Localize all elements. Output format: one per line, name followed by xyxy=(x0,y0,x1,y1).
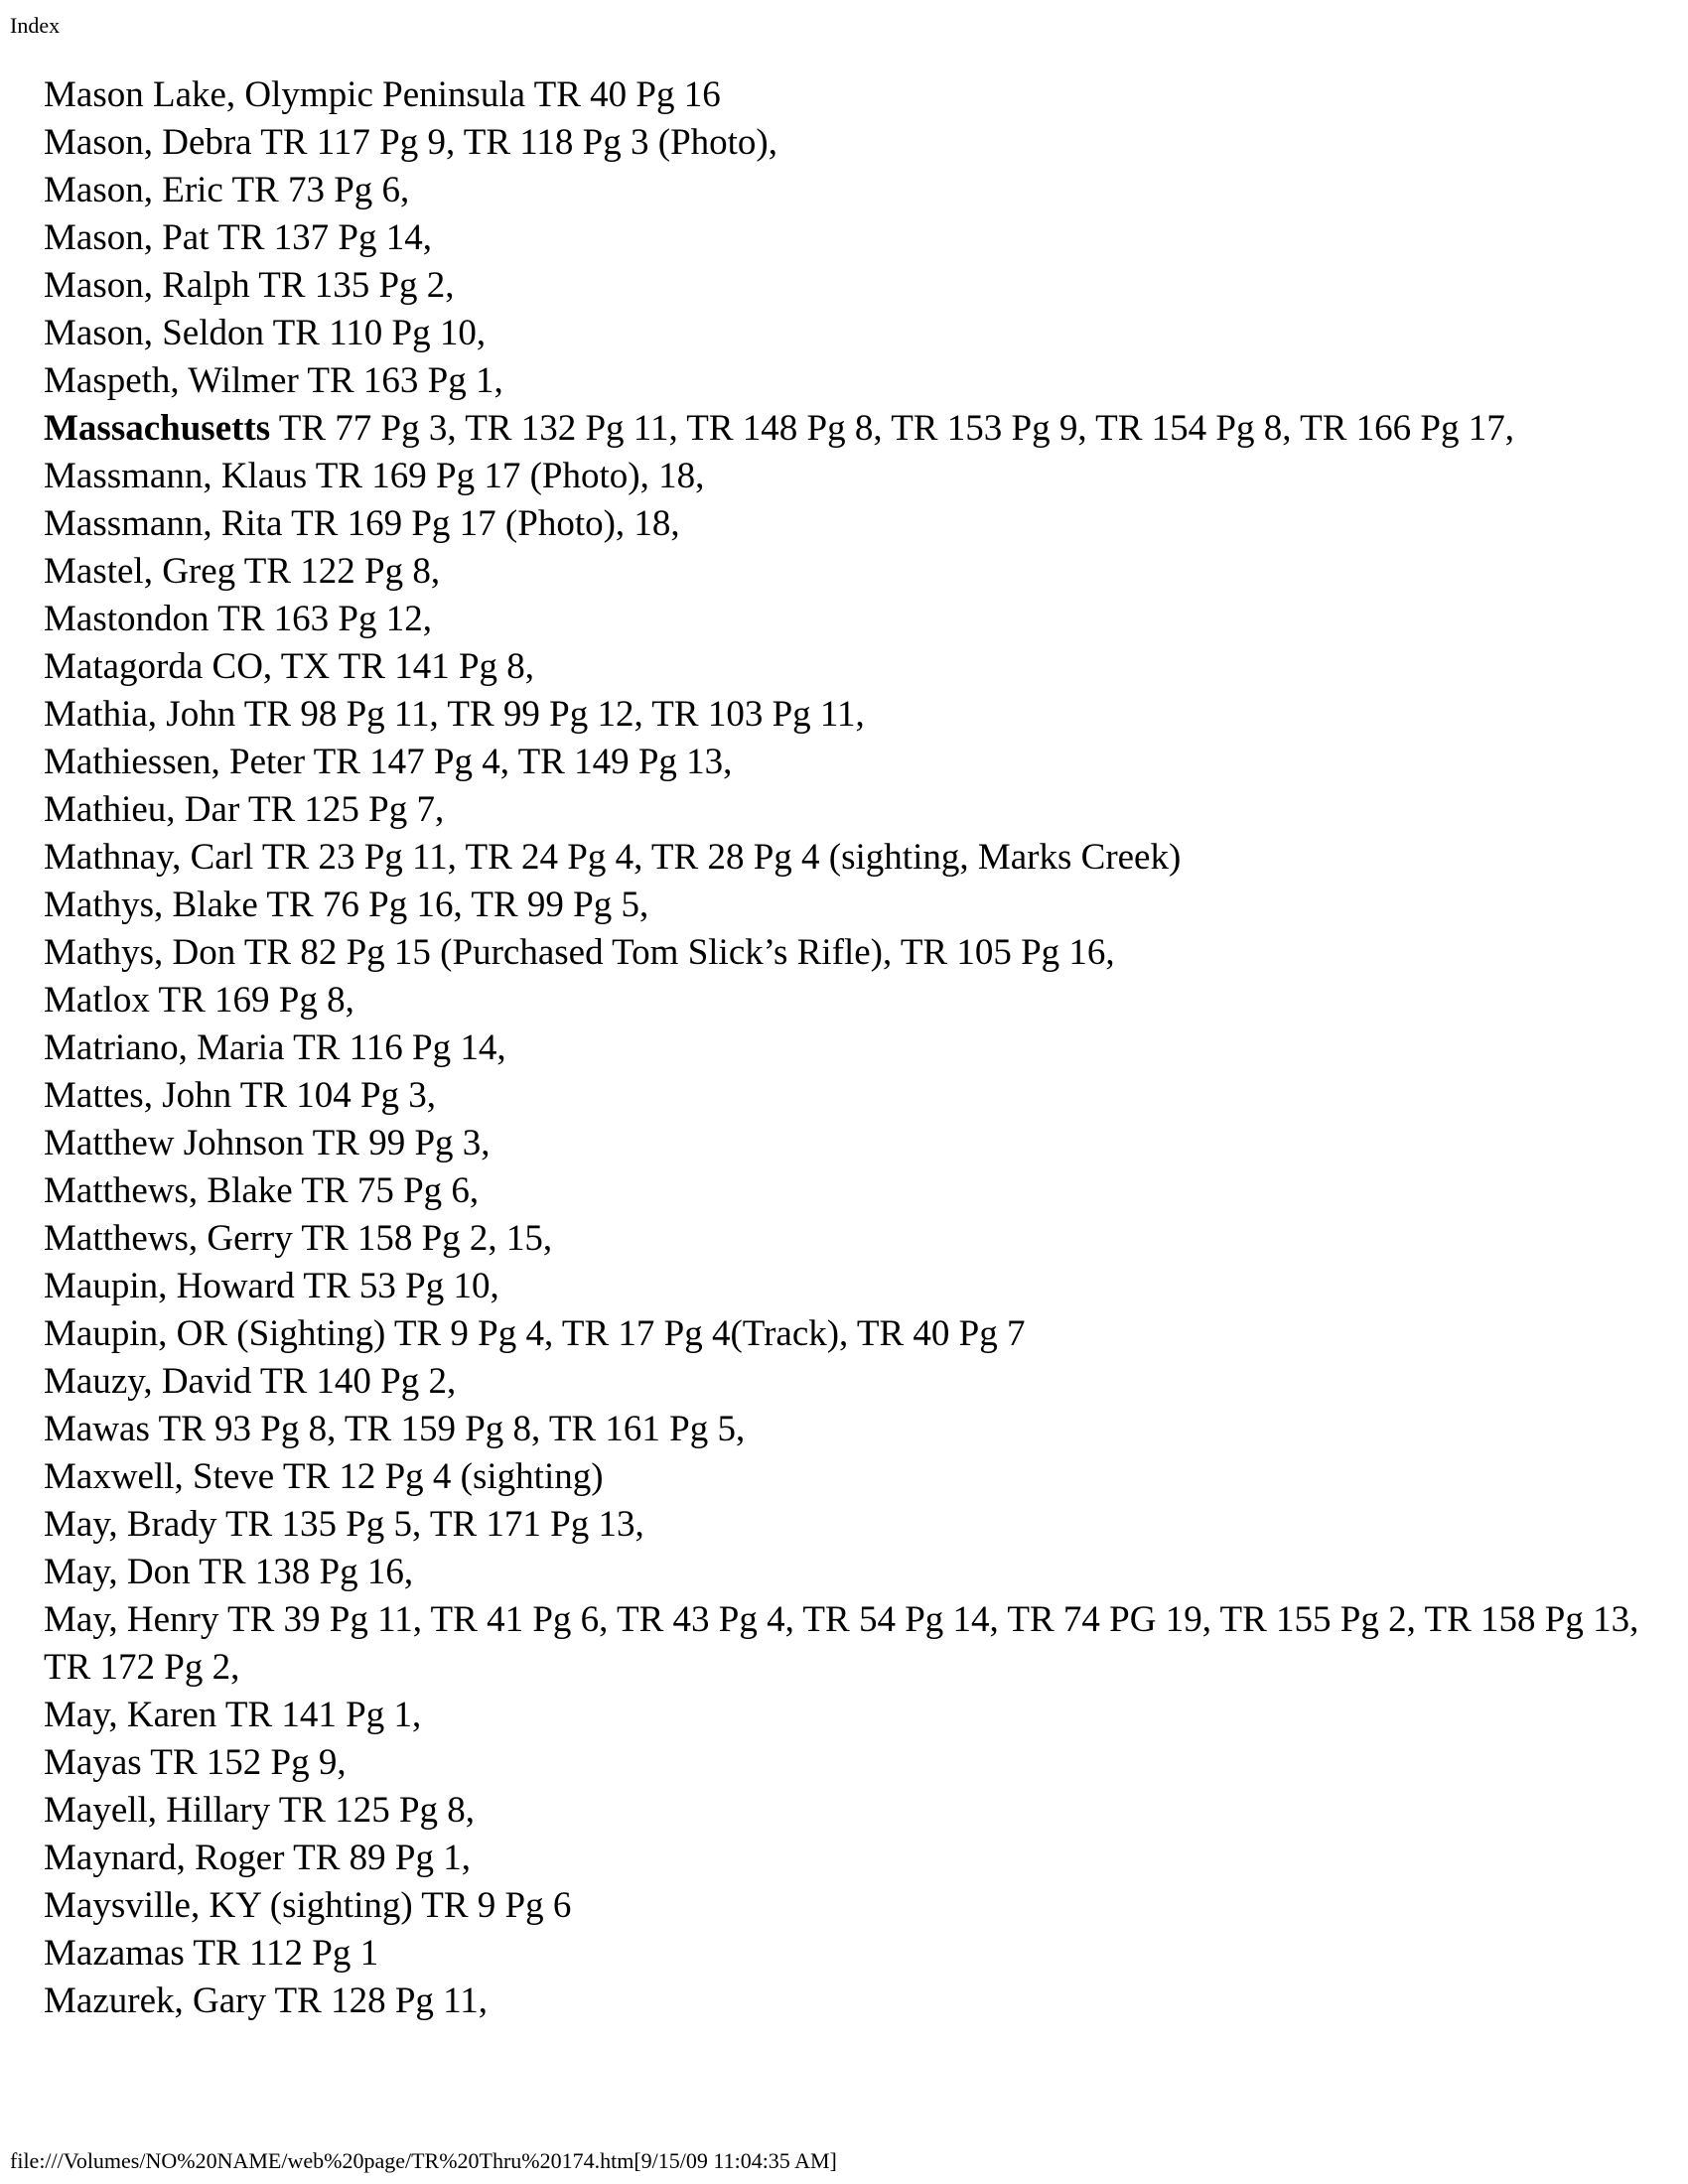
index-entry-term: Matagorda CO, TX xyxy=(44,646,331,687)
index-entry xyxy=(44,1120,1642,1167)
index-entry xyxy=(44,834,1642,882)
page-footer-path: file:///Volumes/NO%20NAME/web%20page/TR%20Thru%20174.htm[9/15/09 11:04:35 AM] xyxy=(10,2148,837,2173)
index-entry xyxy=(44,119,1642,167)
index-entry xyxy=(44,310,1642,357)
index-entry-term: Mayas xyxy=(44,1742,142,1783)
index-entry xyxy=(44,500,1642,548)
index-entry xyxy=(44,929,1642,977)
index-entry-refs: TR 53 Pg 10, xyxy=(303,1266,499,1306)
index-entry-refs: TR 73 Pg 6, xyxy=(231,170,410,210)
index-entry-term: Maupin, Howard xyxy=(44,1266,295,1306)
index-entry-refs: TR 147 Pg 4, TR 149 Pg 13, xyxy=(313,742,733,782)
index-entry-term: Mayell, Hillary xyxy=(44,1790,271,1831)
index-entry-refs: TR 93 Pg 8, TR 159 Pg 8, TR 161 Pg 5, xyxy=(158,1409,746,1449)
index-entry-term: Matriano, Maria xyxy=(44,1027,285,1068)
index-entry-refs: TR 98 Pg 11, TR 99 Pg 12, TR 103 Pg 11, xyxy=(243,694,865,735)
index-entry-term: Mason, Seldon xyxy=(44,313,264,353)
index-entry xyxy=(44,262,1642,310)
index-entry xyxy=(44,214,1642,262)
index-entry-refs: TR 75 Pg 6, xyxy=(301,1170,480,1211)
index-entry xyxy=(44,71,1642,119)
index-entry-refs: TR 163 Pg 1, xyxy=(307,360,503,401)
index-entry-term: Mauzy, David xyxy=(44,1361,252,1402)
index-entry xyxy=(44,1882,1642,1930)
index-entry xyxy=(44,453,1642,500)
index-entry-refs: TR 9 Pg 4, TR 17 Pg 4(Track), TR 40 Pg 7 xyxy=(393,1313,1026,1354)
index-entry-refs: TR 76 Pg 16, TR 99 Pg 5, xyxy=(266,885,649,925)
index-entry-refs: TR 158 Pg 2, 15, xyxy=(301,1218,553,1259)
index-entry-refs: TR 40 Pg 16 xyxy=(533,74,721,115)
index-entry-refs: TR 122 Pg 8, xyxy=(243,551,441,592)
index-entry xyxy=(44,1692,1642,1739)
index-entry-term: Massmann, Klaus xyxy=(44,456,308,496)
index-entry-term: Mason Lake, Olympic Peninsula xyxy=(44,74,526,115)
index-entry-term: Mathnay, Carl xyxy=(44,837,254,878)
index-entry-refs: TR 135 Pg 5, TR 171 Pg 13, xyxy=(224,1504,644,1545)
index-entry-term: Mathiessen, Peter xyxy=(44,742,306,782)
index-entry-term: Matlox xyxy=(44,980,150,1021)
index-entry-term: May, Don xyxy=(44,1552,191,1592)
index-entry xyxy=(44,1978,1642,2025)
index-entry xyxy=(44,1310,1642,1358)
index-entry-term: May, Brady xyxy=(44,1504,217,1545)
index-entry-term: Mastel, Greg xyxy=(44,551,236,592)
index-entry-refs: TR 23 Pg 11, TR 24 Pg 4, TR 28 Pg 4 (sighting, Marks Creek) xyxy=(261,837,1182,878)
index-entry-refs: TR 125 Pg 7, xyxy=(247,789,445,830)
index-entry xyxy=(44,357,1642,405)
index-entry-refs: TR 138 Pg 16, xyxy=(199,1552,414,1592)
index-entry xyxy=(44,1549,1642,1596)
index-entry-term: Massmann, Rita xyxy=(44,503,283,544)
index-entry xyxy=(44,643,1642,691)
index-entry-term: Maxwell, Steve xyxy=(44,1456,275,1497)
index-entry-term: Mazurek, Gary xyxy=(44,1980,266,2021)
index-entry xyxy=(44,1596,1642,1692)
index-entry-term: Maspeth, Wilmer xyxy=(44,360,299,401)
index-entry xyxy=(44,739,1642,786)
index-entry xyxy=(44,1930,1642,1978)
index-entry-refs: TR 141 Pg 1, xyxy=(224,1695,422,1735)
index-entry-term: Mason, Pat xyxy=(44,217,210,258)
index-entry-refs: TR 110 Pg 10, xyxy=(272,313,487,353)
index-entry xyxy=(44,405,1642,453)
index-entry-term: Mathys, Don xyxy=(44,932,236,973)
index-entry xyxy=(44,596,1642,643)
index-entry xyxy=(44,1835,1642,1882)
index-entry-refs: TR 140 Pg 2, xyxy=(259,1361,457,1402)
index-entry-term: Mazamas xyxy=(44,1933,185,1974)
index-entry-refs: TR 112 Pg 1 xyxy=(193,1933,379,1974)
index-entry-term: Mathia, John xyxy=(44,694,236,735)
index-entry-term: Maynard, Roger xyxy=(44,1838,285,1878)
index-entry-refs: TR 99 Pg 3, xyxy=(312,1123,491,1163)
index-entry-refs: TR 9 Pg 6 xyxy=(421,1885,572,1926)
index-entry-refs: TR 82 Pg 15 (Purchased Tom Slick’s Rifle), TR 105 Pg 16, xyxy=(243,932,1115,973)
index-entry-term: May, Karen xyxy=(44,1695,217,1735)
index-entry-refs: TR 163 Pg 12, xyxy=(217,599,432,639)
index-entry-refs: TR 117 Pg 9, TR 118 Pg 3 (Photo), xyxy=(260,122,778,163)
index-entry-term: Matthews, Gerry xyxy=(44,1218,293,1259)
index-entry-refs: TR 135 Pg 2, xyxy=(258,265,455,306)
index-entry-term: Mathieu, Dar xyxy=(44,789,240,830)
index-entry-term: Maysville, KY (sighting) xyxy=(44,1885,413,1926)
index-entry-refs: TR 128 Pg 11, xyxy=(274,1980,489,2021)
index-entry xyxy=(44,1072,1642,1120)
index-entry-refs: TR 39 Pg 11, TR 41 Pg 6, TR 43 Pg 4, TR 54 Pg 14, TR 74 PG 19, TR 155 Pg 2, TR 158 Pg 13, TR 172 Pg 2, xyxy=(44,1599,1639,1688)
index-entry-term: Mason, Debra xyxy=(44,122,252,163)
index-entry xyxy=(44,1406,1642,1453)
index-entry xyxy=(44,691,1642,739)
index-entry xyxy=(44,1263,1642,1310)
index-entry xyxy=(44,977,1642,1024)
index-entry-term: Maupin, OR (Sighting) xyxy=(44,1313,386,1354)
index-entry-refs: TR 12 Pg 4 (sighting) xyxy=(282,1456,604,1497)
index-entry xyxy=(44,1787,1642,1835)
index-entry-refs: TR 169 Pg 17 (Photo), 18, xyxy=(291,503,680,544)
index-entry-term: Matthews, Blake xyxy=(44,1170,293,1211)
index-entry-refs: TR 141 Pg 8, xyxy=(338,646,535,687)
index-entry-term: Mattes, John xyxy=(44,1075,232,1116)
index-entry-list xyxy=(44,71,1642,2025)
index-entry xyxy=(44,882,1642,929)
index-entry-refs: TR 89 Pg 1, xyxy=(293,1838,471,1878)
index-entry xyxy=(44,786,1642,834)
index-entry xyxy=(44,1358,1642,1406)
index-entry xyxy=(44,1501,1642,1549)
index-entry-term: Mastondon xyxy=(44,599,210,639)
index-entry-refs: TR 169 Pg 17 (Photo), 18, xyxy=(315,456,705,496)
index-entry-term: Mathys, Blake xyxy=(44,885,258,925)
index-entry-refs: TR 137 Pg 14, xyxy=(217,217,432,258)
index-entry-term: Mawas xyxy=(44,1409,150,1449)
index-entry-term: Massachusetts xyxy=(44,408,271,449)
index-entry xyxy=(44,548,1642,596)
index-entry xyxy=(44,167,1642,214)
index-entry-refs: TR 152 Pg 9, xyxy=(150,1742,347,1783)
page-header-title: Index xyxy=(10,13,61,38)
index-entry-term: Matthew Johnson xyxy=(44,1123,305,1163)
index-entry xyxy=(44,1167,1642,1215)
index-entry-term: May, Henry xyxy=(44,1599,219,1640)
index-entry-refs: TR 116 Pg 14, xyxy=(293,1027,506,1068)
index-entry-refs: TR 104 Pg 3, xyxy=(239,1075,437,1116)
index-entry-refs: TR 125 Pg 8, xyxy=(278,1790,476,1831)
index-entry xyxy=(44,1453,1642,1501)
index-entry-refs: TR 169 Pg 8, xyxy=(158,980,354,1021)
index-entry xyxy=(44,1215,1642,1263)
index-entry-term: Mason, Ralph xyxy=(44,265,250,306)
index-entry xyxy=(44,1024,1642,1072)
index-entry-term: Mason, Eric xyxy=(44,170,223,210)
index-entry xyxy=(44,1739,1642,1787)
index-entry-refs: TR 77 Pg 3, TR 132 Pg 11, TR 148 Pg 8, TR 153 Pg 9, TR 154 Pg 8, TR 166 Pg 17, xyxy=(278,408,1514,449)
